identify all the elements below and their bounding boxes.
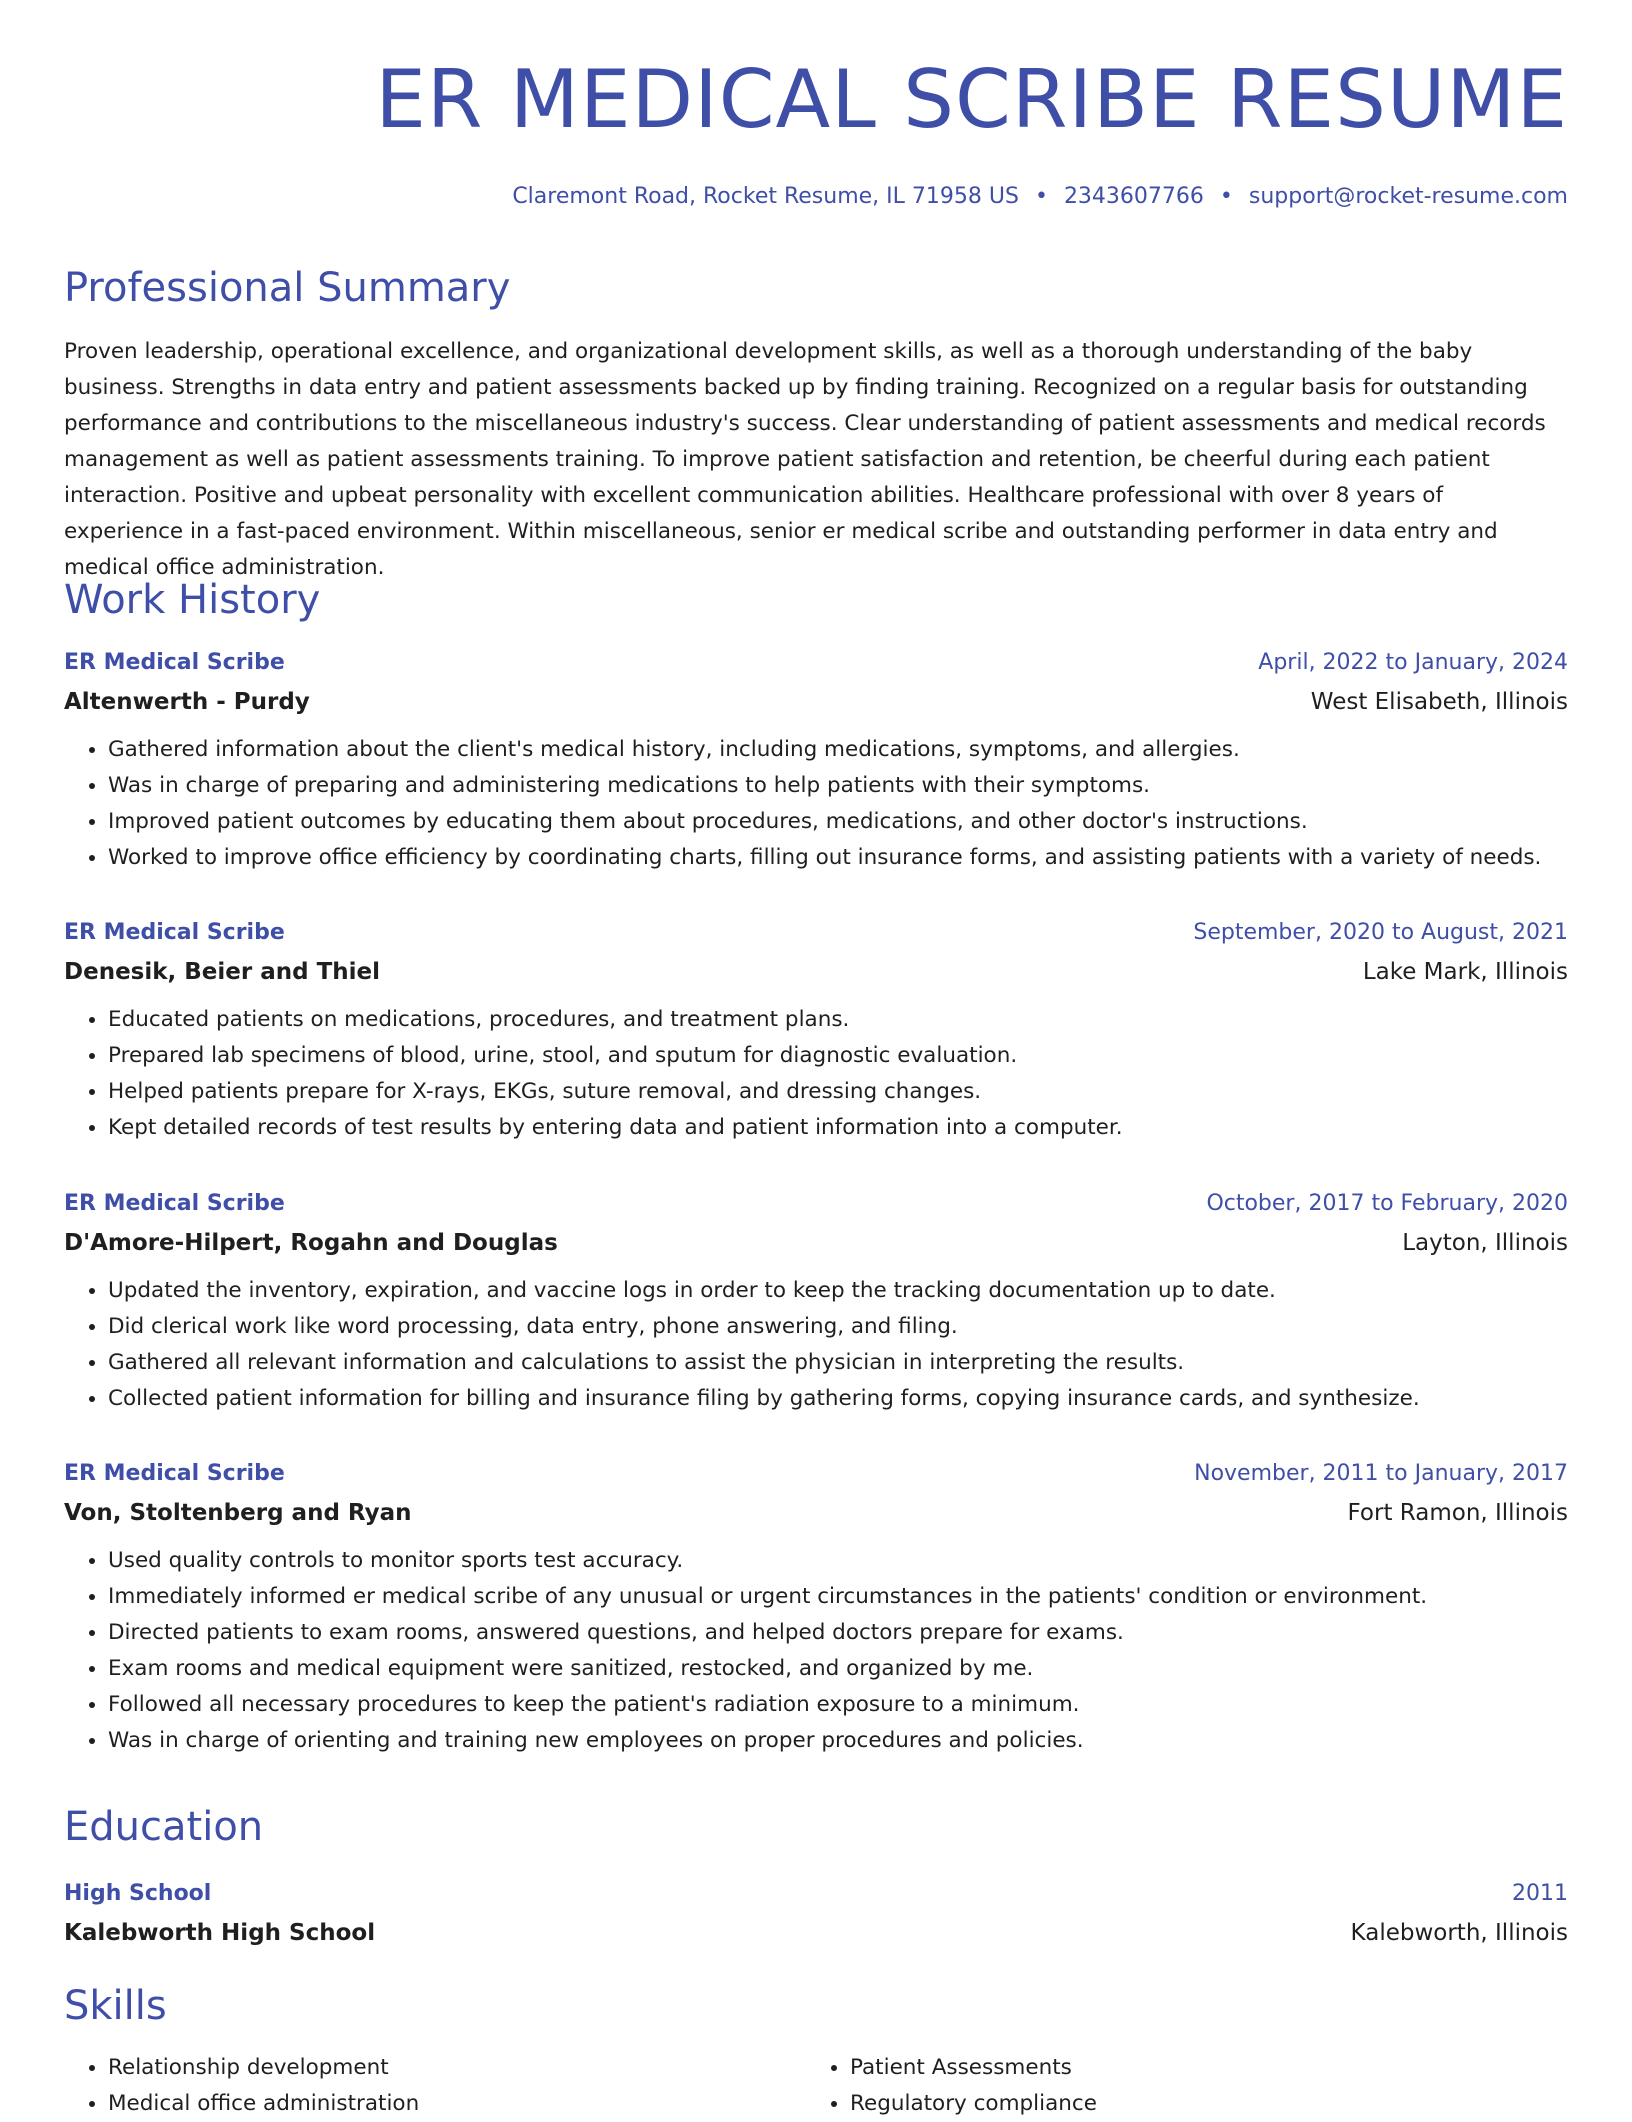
job-bullet: • Collected patient information for billing and insurance filing by gathering forms, copying insurance cards, and synthesize. <box>108 1381 1568 1417</box>
education-school-row <box>64 1913 1568 1953</box>
job-employer-row <box>64 1223 1568 1263</box>
job-employer: D'Amore-Hilpert, Rogahn and Douglas <box>64 1230 558 1256</box>
education-degree: High School <box>64 1880 212 1906</box>
job-bullet: • Educated patients on medications, procedures, and treatment plans. <box>108 1002 1568 1038</box>
education-school: Kalebworth High School <box>64 1920 376 1946</box>
job-dates: April, 2022 to January, 2024 <box>1258 649 1568 675</box>
job-employer-row <box>64 1493 1568 1533</box>
education-entry <box>64 1873 1568 1953</box>
job-employer: Altenwerth - Purdy <box>64 689 310 715</box>
job-entry <box>64 642 1568 876</box>
contact-email: support@rocket-resume.com <box>1248 184 1568 209</box>
job-bullets <box>64 1002 1568 1146</box>
job-employer-row <box>64 682 1568 722</box>
contact-line <box>512 182 1568 212</box>
skill-item: • Patient Assessments <box>850 2050 1548 2086</box>
skill-item: • Medical office administration <box>108 2086 806 2122</box>
summary-heading: Professional Summary <box>64 265 511 311</box>
contact-separator: • <box>1219 184 1233 209</box>
job-bullet: • Helped patients prepare for X-rays, EKGs, suture removal, and dressing changes. <box>108 1074 1568 1110</box>
job-bullet: • Immediately informed er medical scribe of any unusual or urgent circumstances in the patients' condition or environment. <box>108 1579 1568 1615</box>
job-header-row <box>64 1453 1568 1493</box>
job-bullet: • Updated the inventory, expiration, and vaccine logs in order to keep the tracking documentation up to date. <box>108 1273 1568 1309</box>
job-header-row <box>64 912 1568 952</box>
job-header-row <box>64 1183 1568 1223</box>
skills-column-right <box>806 2050 1548 2122</box>
job-location: Layton, Illinois <box>1402 1230 1568 1256</box>
job-bullet: • Improved patient outcomes by educating them about procedures, medications, and other doctor's instructions. <box>108 804 1568 840</box>
job-location: Fort Ramon, Illinois <box>1347 1500 1568 1526</box>
summary-text: Proven leadership, operational excellence, and organizational development skills, as well as a thorough understanding of the baby business. Strengths in data entry and patient assessments backed up by finding training. Recognized on a regular basis for outstanding performance and contributions to the miscellaneous industry's success. Clear understanding of patient assessments and medical records management as well as patient assessments training. To improve patient satisfaction and retention, be cheerful during each patient interaction. Positive and upbeat personality with excellent communication abilities. Healthcare professional with over 8 years of experience in a fast-paced environment. Within miscellaneous, senior er medical scribe and outstanding performer in data entry and medical office administration. <box>64 339 1546 580</box>
resume-title: ER MEDICAL SCRIBE RESUME <box>375 53 1568 146</box>
job-title: ER Medical Scribe <box>64 1460 285 1486</box>
job-location: West Elisabeth, Illinois <box>1310 689 1568 715</box>
job-bullets <box>64 1273 1568 1417</box>
job-bullet: • Did clerical work like word processing, data entry, phone answering, and filing. <box>108 1309 1568 1345</box>
job-bullet: • Gathered information about the client's medical history, including medications, symptoms, and allergies. <box>108 732 1568 768</box>
contact-address: Claremont Road, Rocket Resume, IL 71958 US <box>512 184 1019 209</box>
contact-separator: • <box>1034 184 1048 209</box>
job-dates: October, 2017 to February, 2020 <box>1206 1190 1568 1216</box>
skill-item: • Regulatory compliance <box>850 2086 1548 2122</box>
work-history-heading: Work History <box>64 577 321 623</box>
skills-column-left <box>64 2050 806 2122</box>
job-bullet: • Exam rooms and medical equipment were sanitized, restocked, and organized by me. <box>108 1651 1568 1687</box>
education-heading: Education <box>64 1804 264 1850</box>
job-header-row <box>64 642 1568 682</box>
job-dates: September, 2020 to August, 2021 <box>1193 919 1568 945</box>
job-bullets <box>64 1543 1568 1759</box>
job-bullet: • Used quality controls to monitor sports test accuracy. <box>108 1543 1568 1579</box>
job-employer-row <box>64 952 1568 992</box>
job-dates: November, 2011 to January, 2017 <box>1194 1460 1568 1486</box>
skills-heading: Skills <box>64 1983 167 2029</box>
job-location: Lake Mark, Illinois <box>1362 959 1568 985</box>
education-header-row <box>64 1873 1568 1913</box>
job-bullet: • Prepared lab specimens of blood, urine, stool, and sputum for diagnostic evaluation. <box>108 1038 1568 1074</box>
skill-item: • Relationship development <box>108 2050 806 2086</box>
job-bullet: • Was in charge of preparing and administering medications to help patients with their symptoms. <box>108 768 1568 804</box>
job-employer: Von, Stoltenberg and Ryan <box>64 1500 412 1526</box>
job-employer: Denesik, Beier and Thiel <box>64 959 381 985</box>
job-title: ER Medical Scribe <box>64 649 285 675</box>
education-year: 2011 <box>1512 1880 1568 1906</box>
job-entry <box>64 1453 1568 1759</box>
job-bullets <box>64 732 1568 876</box>
job-bullet: • Followed all necessary procedures to keep the patient's radiation exposure to a minimum. <box>108 1687 1568 1723</box>
job-entry <box>64 912 1568 1146</box>
job-bullet: • Gathered all relevant information and calculations to assist the physician in interpreting the results. <box>108 1345 1568 1381</box>
job-title: ER Medical Scribe <box>64 919 285 945</box>
contact-phone: 2343607766 <box>1063 184 1204 209</box>
job-entry <box>64 1183 1568 1417</box>
job-bullet: • Was in charge of orienting and training new employees on proper procedures and policies. <box>108 1723 1568 1759</box>
education-location: Kalebworth, Illinois <box>1350 1920 1568 1946</box>
job-bullet: • Worked to improve office efficiency by coordinating charts, filling out insurance forms, and assisting patients with a variety of needs. <box>108 840 1568 876</box>
job-bullet: • Directed patients to exam rooms, answered questions, and helped doctors prepare for exams. <box>108 1615 1568 1651</box>
job-bullet: • Kept detailed records of test results by entering data and patient information into a computer. <box>108 1110 1568 1146</box>
skills-list <box>64 2050 1568 2122</box>
job-title: ER Medical Scribe <box>64 1190 285 1216</box>
